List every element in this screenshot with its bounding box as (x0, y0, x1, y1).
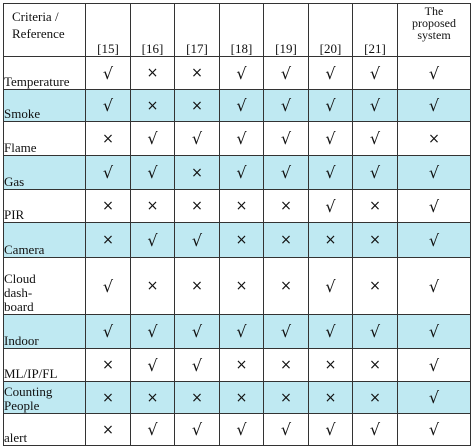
check-mark-cell: √ (398, 315, 471, 349)
table-body (4, 57, 471, 446)
row-label (4, 156, 86, 190)
cross-mark-cell: × (86, 414, 131, 446)
cross-mark-cell: × (353, 223, 398, 258)
check-mark-cell: √ (398, 382, 471, 414)
ref-header-16: [16] (131, 4, 175, 57)
check-mark-cell: √ (86, 90, 131, 122)
check-mark-cell: √ (398, 223, 471, 258)
check-mark-cell: √ (353, 156, 398, 190)
cross-mark-cell: × (264, 190, 309, 223)
cross-mark-cell: × (398, 122, 471, 156)
table-row (4, 156, 471, 190)
header-row (4, 4, 471, 57)
row-label-line: dash- (4, 285, 33, 300)
check-mark-cell: √ (264, 90, 309, 122)
check-mark-cell: √ (398, 90, 471, 122)
check-mark-cell: √ (220, 315, 264, 349)
cross-mark-cell: × (175, 57, 220, 90)
check-mark-cell: √ (131, 315, 175, 349)
check-mark-cell: √ (131, 156, 175, 190)
check-mark-cell: √ (175, 414, 220, 446)
check-mark-cell: √ (131, 122, 175, 156)
row-label-line: Gas (4, 174, 25, 189)
row-label-line: Smoke (4, 106, 41, 121)
check-mark-cell: √ (398, 258, 471, 315)
row-label-line: board (4, 299, 34, 314)
cross-mark-cell: × (220, 190, 264, 223)
cross-mark-cell: × (175, 90, 220, 122)
cross-mark-cell: × (353, 349, 398, 382)
check-mark-cell: √ (175, 349, 220, 382)
comparison-table (3, 3, 471, 446)
table-row (4, 349, 471, 382)
cross-mark-cell: × (86, 190, 131, 223)
cross-mark-cell: × (175, 190, 220, 223)
row-label-line: Counting (4, 384, 53, 399)
row-label (4, 57, 86, 90)
check-mark-cell: √ (353, 315, 398, 349)
cross-mark-cell: × (86, 382, 131, 414)
check-mark-cell: √ (264, 57, 309, 90)
check-mark-cell: √ (353, 414, 398, 446)
cross-mark-cell: × (131, 90, 175, 122)
check-mark-cell: √ (398, 57, 471, 90)
check-mark-cell: √ (131, 414, 175, 446)
cross-mark-cell: × (175, 258, 220, 315)
check-mark-cell: √ (131, 223, 175, 258)
proposed-header-line1: The (424, 4, 444, 18)
check-mark-cell: √ (353, 90, 398, 122)
table-row (4, 57, 471, 90)
check-mark-cell: √ (309, 122, 353, 156)
check-mark-cell: √ (86, 258, 131, 315)
check-mark-cell: √ (264, 122, 309, 156)
check-mark-cell: √ (175, 315, 220, 349)
check-mark-cell: √ (86, 57, 131, 90)
check-mark-cell: √ (86, 156, 131, 190)
row-label-line: Indoor (4, 333, 39, 348)
criteria-reference-header (4, 4, 86, 57)
table-row (4, 190, 471, 223)
proposed-header-line2: proposed (412, 16, 456, 30)
row-label-line: PIR (4, 207, 25, 222)
row-label-line: Temperature (4, 74, 70, 89)
ref-header-20: [20] (309, 4, 353, 57)
cross-mark-cell: × (264, 258, 309, 315)
ref-header-15: [15] (86, 4, 131, 57)
cross-mark-cell: × (220, 349, 264, 382)
table-row (4, 382, 471, 414)
check-mark-cell: √ (264, 156, 309, 190)
table-row (4, 122, 471, 156)
cross-mark-cell: × (264, 223, 309, 258)
criteria-header-line1: Criteria / (12, 9, 59, 24)
cross-mark-cell: × (309, 223, 353, 258)
cross-mark-cell: × (220, 258, 264, 315)
row-label (4, 223, 86, 258)
table-row (4, 414, 471, 446)
row-label (4, 315, 86, 349)
cross-mark-cell: × (264, 349, 309, 382)
row-label (4, 90, 86, 122)
ref-header-18: [18] (220, 4, 264, 57)
check-mark-cell: √ (220, 156, 264, 190)
table-row (4, 90, 471, 122)
table-row (4, 223, 471, 258)
row-label (4, 349, 86, 382)
cross-mark-cell: × (353, 190, 398, 223)
check-mark-cell: √ (220, 57, 264, 90)
check-mark-cell: √ (398, 190, 471, 223)
cross-mark-cell: × (309, 349, 353, 382)
cross-mark-cell: × (220, 382, 264, 414)
row-label-line: Camera (4, 242, 45, 257)
cross-mark-cell: × (131, 258, 175, 315)
row-label (4, 414, 86, 446)
ref-header-21: [21] (353, 4, 398, 57)
row-label-line: Flame (4, 140, 37, 155)
check-mark-cell: √ (398, 349, 471, 382)
check-mark-cell: √ (309, 57, 353, 90)
cross-mark-cell: × (175, 382, 220, 414)
row-label-line: Cloud (4, 271, 36, 286)
row-label (4, 122, 86, 156)
cross-mark-cell: × (220, 223, 264, 258)
ref-header-19: [19] (264, 4, 309, 57)
check-mark-cell: √ (309, 90, 353, 122)
check-mark-cell: √ (309, 258, 353, 315)
check-mark-cell: √ (353, 57, 398, 90)
row-label (4, 382, 86, 414)
check-mark-cell: √ (220, 122, 264, 156)
row-label (4, 190, 86, 223)
check-mark-cell: √ (309, 414, 353, 446)
check-mark-cell: √ (398, 414, 471, 446)
row-label-line: ML/IP/FL (4, 366, 58, 381)
cross-mark-cell: × (353, 258, 398, 315)
cross-mark-cell: × (264, 382, 309, 414)
check-mark-cell: √ (220, 90, 264, 122)
cross-mark-cell: × (131, 190, 175, 223)
row-label (4, 258, 86, 315)
cross-mark-cell: × (309, 382, 353, 414)
cross-mark-cell: × (131, 382, 175, 414)
table-row (4, 258, 471, 315)
proposed-system-header (398, 4, 471, 57)
check-mark-cell: √ (86, 315, 131, 349)
check-mark-cell: √ (353, 122, 398, 156)
cross-mark-cell: × (86, 223, 131, 258)
cross-mark-cell: × (175, 156, 220, 190)
cross-mark-cell: × (353, 382, 398, 414)
check-mark-cell: √ (131, 349, 175, 382)
check-mark-cell: √ (309, 156, 353, 190)
ref-header-17: [17] (175, 4, 220, 57)
check-mark-cell: √ (264, 315, 309, 349)
cross-mark-cell: × (131, 57, 175, 90)
cross-mark-cell: × (86, 122, 131, 156)
cross-mark-cell: × (86, 349, 131, 382)
check-mark-cell: √ (175, 223, 220, 258)
check-mark-cell: √ (309, 190, 353, 223)
proposed-header-line3: system (417, 28, 451, 42)
row-label-line: alert (4, 430, 28, 445)
table-row (4, 315, 471, 349)
check-mark-cell: √ (175, 122, 220, 156)
row-label-line: People (4, 398, 40, 413)
check-mark-cell: √ (309, 315, 353, 349)
check-mark-cell: √ (264, 414, 309, 446)
criteria-header-line2: Reference (12, 26, 65, 41)
check-mark-cell: √ (398, 156, 471, 190)
check-mark-cell: √ (220, 414, 264, 446)
